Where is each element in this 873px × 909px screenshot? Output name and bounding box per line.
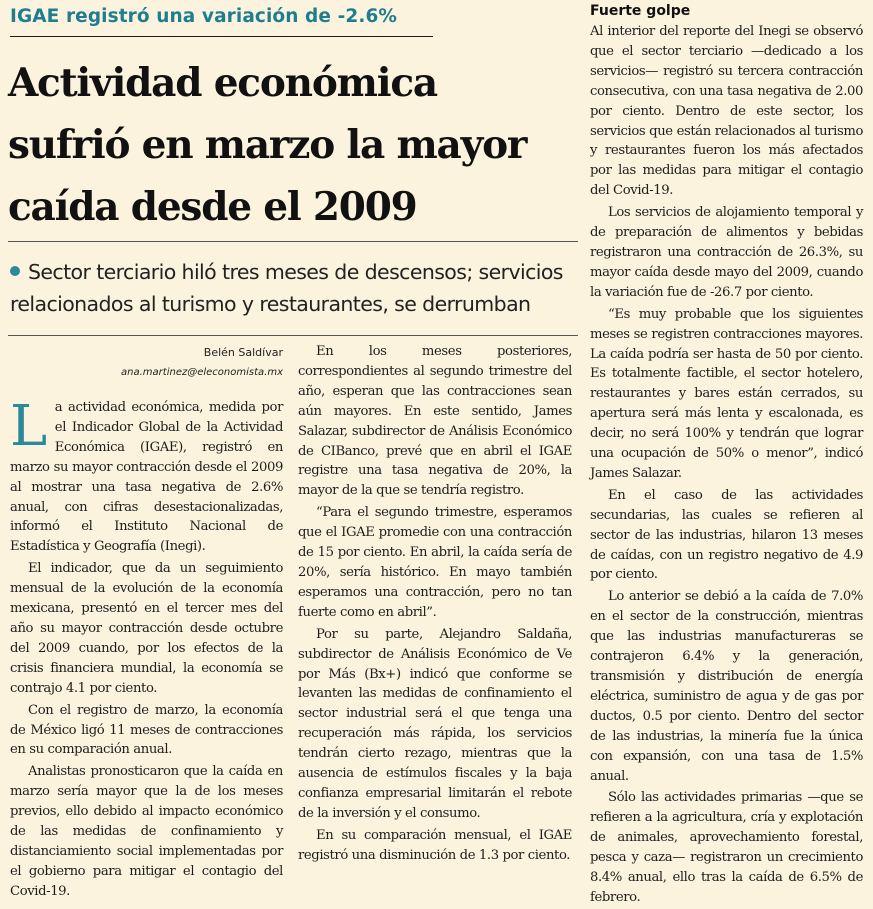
kicker: IGAE registró una variación de -2.6%: [10, 6, 398, 27]
paragraph: Lo anterior se debió a la caída de 7.0% en el sector de la construcción, mientras que las industrias manufactureras se contrajeron 6.4% y la generación, transmisión y distribución de energía eléctrica, suministro de agua y de gas por ductos, 0.5 por ciento. Dentro del sector de las industrias, la minería fue la única con expansión, con una tasa de 1.5% anual.: [590, 589, 863, 784]
paragraph: “Es muy probable que los siguientes meses se registren contracciones mayores. La caída podría ser hasta de 50 por ciento. Es totalmente factible, el sector hotelero, restaurantes y bares están cerrados, su apertura será más lenta y escalonada, es decir, no será 100% y tendrán que lograr una ocupación de 50% o menor”, indicó James Salazar.: [590, 306, 863, 481]
bullet-icon: [10, 266, 20, 276]
paragraph: El indicador, que da un seguimiento mensual de la evolución de la economía mexicana, presentó en el tercer mes del año su mayor contracción desde octubre del 2009 cuando, por los efectos de la crisis financiera mundial, la economía se contrajo 4.1 por ciento.: [10, 561, 283, 696]
byline: [10, 343, 283, 383]
headline-rule: [8, 241, 578, 242]
paragraph: Por su parte, Alejandro Saldaña, subdirector de Análisis Económico de Ve por Más (Bx+) indicó que conforme se levanten las medidas de confinamiento el sector industrial será el que tenga una recuperación más rápida, los servicios tendrán cierto rezago, mientras que la ausencia de estímulos fiscales y la baja confianza empresarial limitarán el rebote de la inversión y el consumo.: [298, 626, 572, 821]
paragraph: Analistas pronosticaron que la caída en marzo sería mayor que la de los meses previos, ello debido al impacto económico de las medidas de confinamiento y distanciamiento social implementadas por el gobierno para mitigar el contagio del Covid-19.: [10, 764, 283, 899]
deck-text: Sector terciario hiló tres meses de descensos; servicios relacionados al turismo y restaurantes, se derrumban: [10, 260, 563, 316]
article-column-2: [298, 342, 572, 866]
headline-line: sufrió en marzo la mayor: [8, 122, 527, 168]
drop-cap: L: [10, 394, 47, 459]
headline-line: caída desde el 2009: [8, 184, 417, 230]
paragraph: Al interior del reporte del Inegi se observó que el sector terciario —dedicado a los servicios— registró su tercera contracción consecutiva, con una tasa negativa de 2.00 por ciento. Dentro de este sector, los servicios que están relacionados al turismo y restaurantes fueron los más afectados por las medidas para mitigar el contagio del Covid-19.: [590, 24, 863, 199]
byline-email: ana.martinez@eleconomista.mx: [121, 367, 283, 378]
deck: [10, 256, 580, 320]
kicker-rule: [10, 36, 433, 37]
headline-line: Actividad económica: [8, 60, 437, 106]
section-subhead: Fuerte golpe: [590, 3, 691, 19]
paragraph: [10, 394, 283, 557]
paragraph: En los meses posteriores, correspondientes al segundo trimestre del año, esperan que las contracciones sean aún mayores. En este sentido, James Salazar, subdirector de Análisis Económico de CIBanco, prevé que en abril el IGAE registre una tasa negativa de 20%, la mayor de la que se tendría registro.: [298, 344, 572, 499]
article-column-3: [590, 22, 863, 908]
deck-rule: [8, 335, 578, 336]
paragraph: Con el registro de marzo, la economía de México ligó 11 meses de contracciones en su comparación anual.: [10, 702, 283, 758]
byline-author: Belén Saldívar: [203, 346, 283, 359]
paragraph: En el caso de las actividades secundarias, las cuales se refieren al sector de las industrias, hilaron 13 meses de caídas, con un registro negativo de 4.9 por ciento.: [590, 487, 863, 583]
paragraph-text: a actividad económica, medida por el Indicador Global de la Actividad Económica (IGAE), registró en marzo su mayor contracción desde el 2009 al mostrar una tasa negativa de 2.6% anual, con cifras desestacionalizadas, informó el Instituto Nacional de Estadística y Geografía (Inegi).: [10, 400, 283, 555]
paragraph: En su comparación mensual, el IGAE registró una disminución de 1.3 por ciento.: [298, 827, 572, 863]
article-column-1: [10, 394, 283, 902]
paragraph: Sólo las actividades primarias —que se refieren a la agricultura, cría y explotación de animales, aprovechamiento forestal, pesca y caza— registraron un crecimiento 8.4% anual, ello tras la caída de 6.5% de febrero.: [590, 790, 863, 905]
paragraph: Los servicios de alojamiento temporal y de preparación de alimentos y bebidas registraron una contracción de 26.3%, su mayor caída desde mayo del 2009, cuando la variación fue de -26.7 por ciento.: [590, 205, 863, 300]
headline: [8, 52, 568, 238]
paragraph: “Para el segundo trimestre, esperamos que el IGAE promedie con una contracción de 15 por ciento. En abril, la caída sería de 20%, sería histórico. En mayo también esperamos una contracción, pero no tan fuerte como en abril”.: [298, 505, 572, 620]
